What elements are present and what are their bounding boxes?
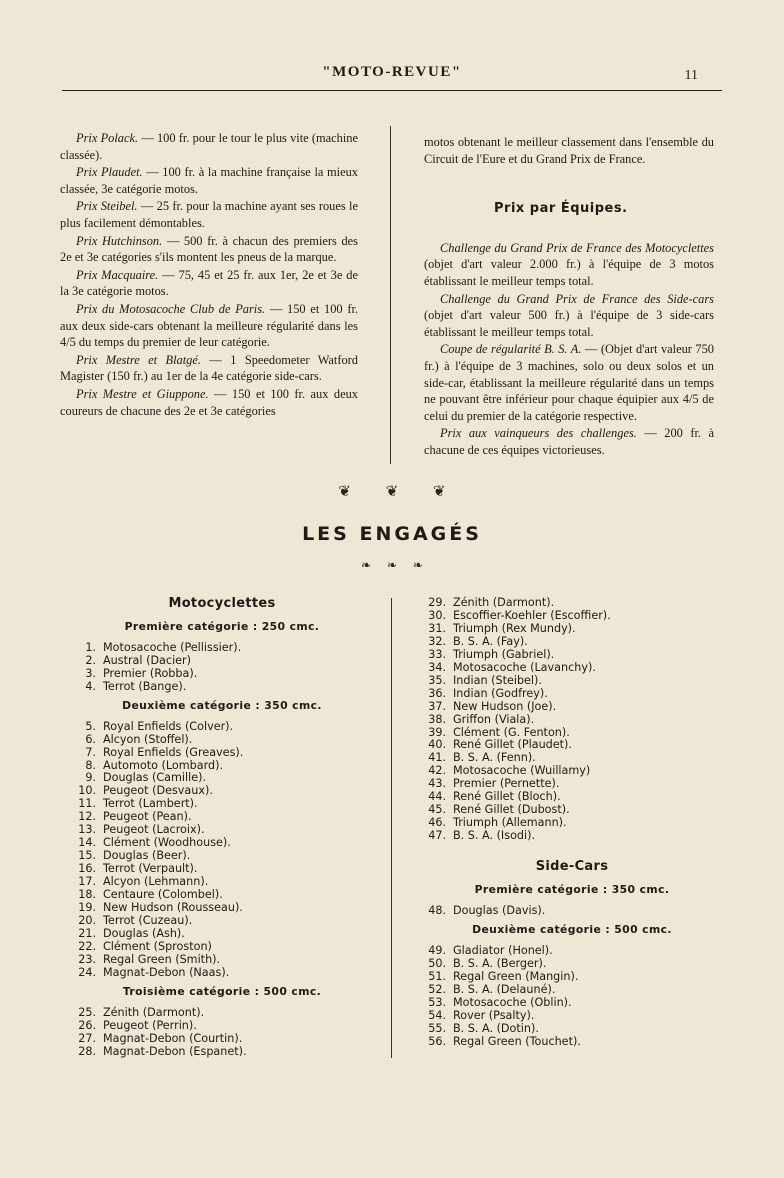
entry-text: Premier (Robba). <box>103 666 198 680</box>
team-prize-text: — (Objet d'art valeur 750 fr.) à l'équipe de 3 machines, solo ou deux solos et un side-car, établissant la meilleure régularité dans un temps ne pouvant être inférieur pour chaque équipier aux 4/5 de celui du premier de la catégorie respective. <box>424 342 714 423</box>
entry-text: Royal Enfields (Colver). <box>103 719 234 733</box>
prize-item <box>60 233 358 266</box>
entry-text: Clément (Sproston) <box>103 939 212 953</box>
entry-text: Peugeot (Perrin). <box>103 1018 197 1032</box>
entry-text: B. S. A. (Isodi). <box>453 829 536 843</box>
entry-number: 23. <box>78 952 96 966</box>
entry-text: Douglas (Ash). <box>103 926 185 940</box>
entry-number: 16. <box>78 862 96 876</box>
entry-text: Magnat-Debon (Courtin). <box>103 1031 243 1045</box>
team-prize-item <box>424 291 714 341</box>
entry-text: Terrot (Verpault). <box>103 862 198 876</box>
entry-number: 33. <box>428 647 446 661</box>
prize-item <box>60 386 358 419</box>
section-title-engages: LES ENGAGÉS <box>302 523 482 545</box>
entry-number: 7. <box>85 745 96 759</box>
entry-number: 19. <box>78 901 96 915</box>
prize-name: Prix Mestre et Blatgé. <box>76 352 201 367</box>
entry-text: Zénith (Darmont). <box>103 1005 205 1019</box>
entry-number: 10. <box>78 784 96 798</box>
entry-number: 21. <box>78 926 96 940</box>
column-divider <box>391 598 392 1058</box>
entry-text: Terrot (Lambert). <box>103 797 198 811</box>
entry-list <box>72 1007 372 1059</box>
entry-text: René Gillet (Bloch). <box>453 790 561 804</box>
team-prize-text: (objet d'art valeur 500 fr.) à l'équipe de 3 side-cars établissant le meilleur temps total. <box>424 308 714 339</box>
ornament-divider-small: ❧ ❧ ❧ <box>361 558 423 572</box>
entry-item <box>422 623 722 636</box>
entry-text: Motosacoche (Lavanchy). <box>453 660 596 674</box>
entry-text: Regal Green (Smith). <box>103 952 221 966</box>
entry-text: Escoffier-Koehler (Escoffier). <box>453 608 611 622</box>
prize-item <box>60 130 358 163</box>
sidecars-heading: Side-Cars <box>535 859 609 875</box>
entry-item <box>422 662 722 675</box>
entry-number: 44. <box>428 790 446 804</box>
entry-number: 22. <box>78 939 96 953</box>
entry-text: Magnat-Debon (Naas). <box>103 965 230 979</box>
entry-item <box>422 984 722 997</box>
entry-number: 25. <box>78 1005 96 1019</box>
entry-number: 14. <box>78 836 96 850</box>
entry-text: Alcyon (Lehmann). <box>103 875 209 889</box>
prize-item <box>60 198 358 231</box>
entry-text: Magnat-Debon (Espanet). <box>103 1044 247 1058</box>
category-heading: Deuxième catégorie : 350 cmc. <box>122 698 322 712</box>
entry-number: 39. <box>428 725 446 739</box>
entry-text: Terrot (Bange). <box>103 679 187 693</box>
entry-text: Clément (G. Fenton). <box>453 725 570 739</box>
entry-item <box>72 655 372 668</box>
prize-name: Prix Hutchinson. <box>76 233 163 248</box>
prize-text: — 500 fr. à chacun des premiers des 2e et 3e catégories s'ils montent les pneus de la marque. <box>60 233 358 265</box>
team-prize-item <box>424 341 714 424</box>
entry-text: Alcyon (Stoffel). <box>103 732 193 746</box>
entry-number: 46. <box>428 816 446 830</box>
entry-item <box>422 1010 722 1023</box>
entries-right-column <box>422 597 722 1049</box>
entry-text: B. S. A. (Berger). <box>453 956 547 970</box>
entry-number: 36. <box>428 686 446 700</box>
entry-number: 50. <box>428 956 446 970</box>
entry-number: 20. <box>78 913 96 927</box>
prize-item <box>60 164 358 197</box>
entry-text: Regal Green (Mangin). <box>453 969 579 983</box>
entry-text: Indian (Godfrey). <box>453 686 548 700</box>
entry-list <box>72 721 372 980</box>
entry-number: 24. <box>78 965 96 979</box>
prize-item <box>60 301 358 351</box>
entry-text: Regal Green (Touchet). <box>453 1034 581 1048</box>
entry-number: 35. <box>428 673 446 687</box>
entry-number: 52. <box>428 982 446 996</box>
entry-item <box>72 1007 372 1020</box>
category-heading: Première catégorie : 250 cmc. <box>124 619 320 633</box>
team-prize-text: — 200 fr. à chacune de ces équipes victorieuses. <box>424 426 714 457</box>
entry-number: 27. <box>78 1031 96 1045</box>
entry-number: 40. <box>428 738 446 752</box>
entry-item <box>72 1020 372 1033</box>
entry-list <box>422 597 722 843</box>
entry-number: 37. <box>428 699 446 713</box>
entry-number: 18. <box>78 888 96 902</box>
entry-number: 56. <box>428 1034 446 1048</box>
entry-item <box>422 649 722 662</box>
entry-number: 55. <box>428 1021 446 1035</box>
entry-number: 28. <box>78 1044 96 1058</box>
entry-item <box>72 747 372 760</box>
entry-item <box>72 928 372 941</box>
entry-text: Centaure (Colombel). <box>103 888 223 902</box>
entry-item <box>422 1023 722 1036</box>
entry-text: René Gillet (Plaudet). <box>453 738 572 752</box>
entry-number: 1. <box>85 640 96 654</box>
prizes-left-column <box>60 130 358 420</box>
prize-text: — 100 fr. pour le tour le plus vite (machine classée). <box>60 131 358 162</box>
entry-list <box>72 642 372 694</box>
entry-text: B. S. A. (Delauné). <box>453 982 556 996</box>
entry-item <box>422 675 722 688</box>
entry-text: Zénith (Darmont). <box>453 596 555 609</box>
category-heading: Troisième catégorie : 500 cmc. <box>122 984 322 998</box>
category-heading: Deuxième catégorie : 500 cmc. <box>472 922 672 936</box>
category-heading: Première catégorie : 350 cmc. <box>474 883 670 897</box>
entry-number: 12. <box>78 810 96 824</box>
entry-number: 43. <box>428 777 446 791</box>
prize-text: — 100 fr. à la machine française la mieux classée, 3e catégorie motos. <box>60 165 358 196</box>
entry-number: 8. <box>85 758 96 772</box>
entry-text: Peugeot (Pean). <box>103 810 192 824</box>
entry-number: 53. <box>428 995 446 1009</box>
entry-item <box>422 701 722 714</box>
entry-item <box>72 734 372 747</box>
entry-number: 17. <box>78 875 96 889</box>
entry-number: 9. <box>85 771 96 785</box>
column-divider <box>390 126 391 464</box>
prize-continuation: motos obtenant le meilleur classement dans l'ensemble du Circuit de l'Eure et du Grand Prix de France. <box>424 135 714 166</box>
prize-text: — 150 et 100 fr. aux deux coureurs de chacune des 2e et 3e catégories <box>60 386 358 418</box>
prize-text: — 75, 45 et 25 fr. aux 1er, 2e et 3e de la 3e catégorie motos. <box>60 267 358 299</box>
prizes-right-column <box>424 134 714 460</box>
entry-item <box>422 830 722 843</box>
entry-text: Peugeot (Lacroix). <box>103 823 205 837</box>
prize-item <box>60 352 358 385</box>
entry-text: Motosacoche (Wuillamy) <box>453 764 591 778</box>
entry-text: B. S. A. (Fay). <box>453 634 528 648</box>
entry-item <box>72 681 372 694</box>
entry-item <box>422 958 722 971</box>
prize-name: Prix Polack. <box>76 131 139 145</box>
entry-text: Motosacoche (Pellissier). <box>103 640 242 654</box>
entry-number: 5. <box>85 719 96 733</box>
entry-text: B. S. A. (Fenn). <box>453 751 536 765</box>
entry-number: 48. <box>428 904 446 918</box>
entry-number: 42. <box>428 764 446 778</box>
entry-text: Clément (Woodhouse). <box>103 836 231 850</box>
page-number: 11 <box>684 68 698 83</box>
team-prize-item <box>424 240 714 290</box>
entry-number: 31. <box>428 621 446 635</box>
prize-text: — 150 et 100 fr. aux deux side-cars obtenant la meilleure régularité dans les 4/5 du temps du premier de leur catégorie. <box>60 301 358 350</box>
team-prize-name: Challenge du Grand Prix de France des Side-cars <box>440 291 714 306</box>
entry-number: 51. <box>428 969 446 983</box>
entry-text: Triumph (Allemann). <box>453 816 567 830</box>
teams-prizes-heading: Prix par Équipes. <box>494 201 628 217</box>
entry-item <box>422 610 722 623</box>
entry-number: 49. <box>428 943 446 957</box>
entry-item <box>72 967 372 980</box>
entry-item <box>72 954 372 967</box>
entry-item <box>422 1036 722 1049</box>
entry-text: Gladiator (Honel). <box>453 943 553 957</box>
entry-text: Motosacoche (Oblin). <box>453 995 572 1009</box>
entry-number: 45. <box>428 803 446 817</box>
entry-item <box>72 941 372 954</box>
entry-number: 32. <box>428 634 446 648</box>
entries-left-column <box>72 595 372 1059</box>
entry-item <box>72 1033 372 1046</box>
team-prize-item <box>424 425 714 458</box>
header-rule <box>62 90 722 91</box>
entry-item <box>72 915 372 928</box>
entry-item <box>72 721 372 734</box>
entry-number: 15. <box>78 849 96 863</box>
entry-text: Griffon (Viala). <box>453 712 535 726</box>
entry-text: Royal Enfields (Greaves). <box>103 745 244 759</box>
entry-text: Austral (Dacier) <box>103 653 192 667</box>
entry-text: Douglas (Beer). <box>103 849 191 863</box>
entry-list <box>422 945 722 1049</box>
entry-item <box>422 905 722 918</box>
entry-text: Douglas (Camille). <box>103 771 207 785</box>
entry-item <box>422 636 722 649</box>
entry-text: New Hudson (Joe). <box>453 699 557 713</box>
entry-list <box>422 905 722 918</box>
entry-number: 38. <box>428 712 446 726</box>
prize-name: Prix du Motosacoche Club de Paris. <box>76 301 266 316</box>
entry-text: Triumph (Rex Mundy). <box>453 621 576 635</box>
entry-number: 13. <box>78 823 96 837</box>
entry-number: 34. <box>428 660 446 674</box>
entry-number: 26. <box>78 1018 96 1032</box>
entry-number: 54. <box>428 1008 446 1022</box>
entry-text: René Gillet (Dubost). <box>453 803 570 817</box>
entry-item <box>72 1046 372 1059</box>
prize-item <box>60 267 358 300</box>
entry-number: 41. <box>428 751 446 765</box>
entry-number: 29. <box>428 596 446 609</box>
entry-item <box>422 597 722 610</box>
entry-number: 4. <box>85 679 96 693</box>
team-prize-name: Prix aux vainqueurs des challenges. <box>440 426 637 441</box>
entry-text: Terrot (Cuzeau). <box>103 913 193 927</box>
team-prize-name: Coupe de régularité B. S. A. <box>440 342 582 357</box>
team-prize-text: (objet d'art valeur 2.000 fr.) à l'équipe de 3 motos établissant le meilleur temps total. <box>424 257 714 288</box>
entry-text: Triumph (Gabriel). <box>453 647 555 661</box>
prize-name: Prix Steibel. <box>76 199 138 214</box>
prize-text: — 25 fr. pour la machine ayant ses roues le plus facilement démontables. <box>60 199 358 230</box>
team-prize-name: Challenge du Grand Prix de France des Motocyclettes <box>440 240 714 255</box>
motocyclettes-heading: Motocyclettes <box>168 596 276 611</box>
entry-text: New Hudson (Rousseau). <box>103 901 243 915</box>
entry-item <box>422 714 722 727</box>
entry-number: 3. <box>85 666 96 680</box>
entry-text: Peugeot (Desvaux). <box>103 784 213 798</box>
entry-text: Premier (Pernette). <box>453 777 560 791</box>
entry-item <box>422 688 722 701</box>
entry-number: 30. <box>428 608 446 622</box>
entry-item <box>72 668 372 681</box>
ornament-divider: ❦ ❦ ❦ <box>338 482 446 500</box>
prize-name: Prix Macquaire. <box>76 267 159 282</box>
entry-item <box>422 997 722 1010</box>
entry-item <box>422 945 722 958</box>
entry-text: Indian (Steibel). <box>453 673 542 687</box>
entry-text: Automoto (Lombard). <box>103 758 224 772</box>
entry-text: Rover (Psalty). <box>453 1008 535 1022</box>
prize-text: — 1 Speedometer Watford Magister (150 fr.) au 1er de la 4e catégorie side-cars. <box>60 352 358 384</box>
entry-number: 47. <box>428 829 446 843</box>
running-header-title: "MOTO-REVUE" <box>322 64 462 80</box>
entry-item <box>72 642 372 655</box>
entry-item <box>422 971 722 984</box>
entry-text: B. S. A. (Dotin). <box>453 1021 539 1035</box>
entry-number: 2. <box>85 653 96 667</box>
entry-number: 11. <box>78 797 96 811</box>
prize-name: Prix Mestre et Giuppone. <box>76 386 209 401</box>
entry-number: 6. <box>85 732 96 746</box>
entry-text: Douglas (Davis). <box>453 904 546 918</box>
prize-name: Prix Plaudet. <box>76 165 143 180</box>
